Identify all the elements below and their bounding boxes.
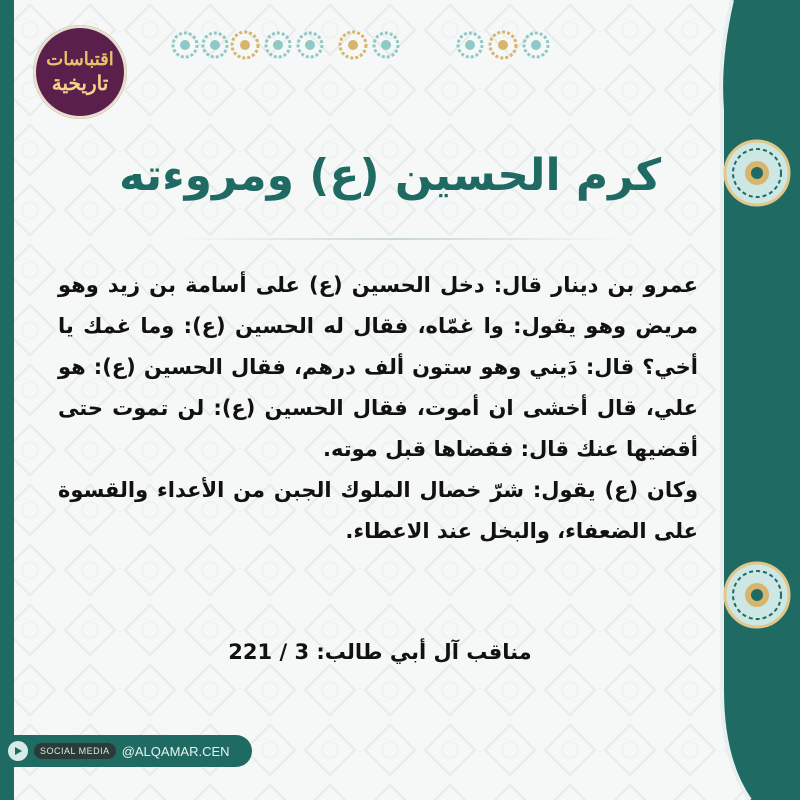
medallion-icon xyxy=(722,560,792,630)
title-divider xyxy=(170,238,630,240)
flower-icon xyxy=(203,33,227,57)
play-icon xyxy=(8,741,28,761)
medallion-icon xyxy=(722,138,792,208)
paragraph: عمرو بن دينار قال: دخل الحسين (ع) على أسامة بن زيد وهو مريض وهو يقول: وا غمّاه، فقال له الحسين (ع): وما غمك يا أخي؟ قال: دَيني وهو ستون ألف درهم، فقال الحسين (ع): هو علي، قال أخشى ان أموت، فقال الحسين (ع): لن تموت حتى أقضيها عنك قال: فقضاها قبل موته. xyxy=(58,273,698,461)
source-citation: مناقب آل أبي طالب: 3 / 221 xyxy=(228,640,532,664)
flower-icon xyxy=(298,33,322,57)
logo-badge xyxy=(33,25,127,119)
flower-icon xyxy=(266,33,290,57)
logo-line-2: تاريخية xyxy=(51,71,109,95)
flower-icon xyxy=(458,33,482,57)
flower-icon xyxy=(524,33,548,57)
social-media-badge: SOCIAL MEDIA xyxy=(34,743,116,759)
article-body xyxy=(58,265,698,552)
flower-icon xyxy=(232,32,258,58)
ornament-row xyxy=(170,30,570,60)
flower-icon xyxy=(173,33,197,57)
left-green-band xyxy=(0,0,14,800)
flower-icon xyxy=(340,32,366,58)
flower-icon xyxy=(490,32,516,58)
page-title: كرم الحسين (ع) ومروءته xyxy=(118,150,662,201)
paragraph: وكان (ع) يقول: شرّ خصال الملوك الجبن من الأعداء والقسوة على الضعفاء، والبخل عند الاعطاء. xyxy=(58,478,698,543)
logo-line-1: اقتباسات xyxy=(46,49,114,70)
social-footer xyxy=(0,735,252,767)
social-handle[interactable]: @ALQAMAR.CEN xyxy=(121,743,230,759)
flower-icon xyxy=(374,33,398,57)
